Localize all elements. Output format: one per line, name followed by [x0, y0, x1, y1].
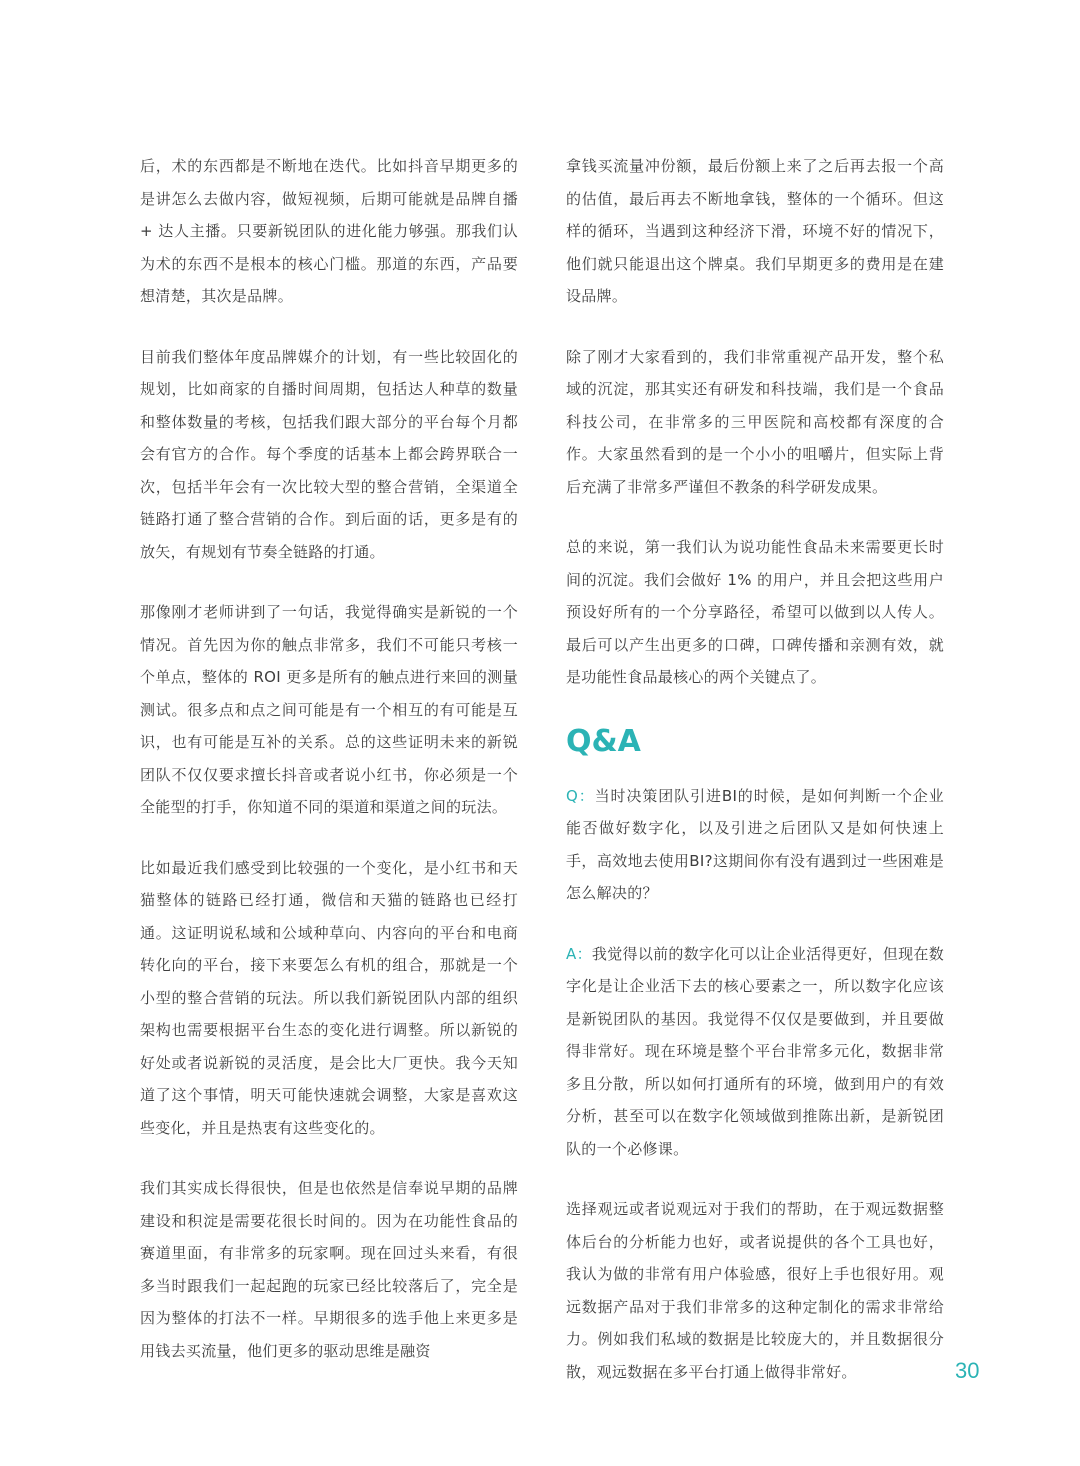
paragraph: 我们其实成长得很快，但是也依然是信奉说早期的品牌建设和积淀是需要花很长时间的。因为在功能性食品的赛道里面，有非常多的玩家啊。现在回过头来看，有很多当时跟我们一起起跑的玩家已经比较落后了，完全是因为整体的打法不一样。早期很多的选手他上来更多是用钱去买流量，他们更多的驱动思维是融资	[140, 1179, 518, 1360]
page-number: 30	[955, 1358, 980, 1383]
left-column	[140, 150, 518, 1395]
paragraph: 除了刚才大家看到的，我们非常重视产品开发，整个私域的沉淀，那其实还有研发和科技端，我们是一个食品科技公司，在非常多的三甲医院和高校都有深度的合作。大家虽然看到的是一个小小的咀嚼片，但实际上背后充满了非常多严谨但不教条的科学研发成果。	[566, 347, 944, 496]
paragraph: 那像刚才老师讲到了一句话，我觉得确实是新锐的一个情况。首先因为你的触点非常多，我们不可能只考核一个单点，整体的 ROI 更多是所有的触点进行来回的测量测试。很多点和点之间可能是有一个相互的有可能是互识，也有可能是互补的关系。总的这些证明未来的新锐团队不仅仅要求擅长抖音或者说小红书，你必须是一个全能型的打手，你知道不同的渠道和渠道之间的玩法。	[140, 603, 518, 816]
question-prefix: Q：	[566, 786, 595, 805]
paragraph: 目前我们整体年度品牌媒介的计划，有一些比较固化的规划，比如商家的自播时间周期，包括达人种草的数量和整体数量的考核，包括我们跟大部分的平台每个月都会有官方的合作。每个季度的话基本上都会跨界联合一次，包括半年会有一次比较大型的整合营销，全渠道全链路打通了整合营销的合作。到后面的话，更多是有的放矢，有规划有节奏全链路的打通。	[140, 347, 518, 561]
paragraph: 选择观远或者说观远对于我们的帮助，在于观远数据整体后台的分析能力也好，或者说提供的各个工具也好，我认为做的非常有用户体验感，很好上手也很好用。观远数据产品对于我们非常多的这种定制化的需求非常给力。例如我们私域的数据是比较庞大的，并且数据很分散，观远数据在多平台打通上做得非常好。	[566, 1200, 944, 1381]
paragraph: 后，术的东西都是不断地在迭代。比如抖音早期更多的是讲怎么去做内容，做短视频，后期可能就是品牌自播 + 达人主播。只要新锐团队的进化能力够强。那我们认为术的东西不是根本的核心门槛。那道的东西，产品要想清楚，其次是品牌。	[140, 157, 518, 305]
answer-text: 我觉得以前的数字化可以让企业活得更好，但现在数字化是让企业活下去的核心要素之一，所以数字化应该是新锐团队的基因。我觉得不仅仅是要做到，并且要做得非常好。现在环境是整个平台非常多元化，数据非常多且分散，所以如何打通所有的环境，做到用户的有效分析，甚至可以在数字化领域做到推陈出新，是新锐团队的一个必修课。	[566, 944, 944, 1158]
paragraph: 比如最近我们感受到比较强的一个变化，是小红书和天猫整体的链路已经打通，微信和天猫的链路也已经打通。这证明说私域和公域种草向、内容向的平台和电商转化向的平台，接下来要怎么有机的组合，那就是一个小型的整合营销的玩法。所以我们新锐团队内部的组织架构也需要根据平台生态的变化进行调整。所以新锐的好处或者说新锐的灵活度，是会比大厂更快。我今天知道了这个事情，明天可能快速就会调整，大家是喜欢这些变化，并且是热衷有这些变化的。	[140, 858, 518, 1137]
answer-paragraph	[566, 938, 944, 1166]
answer-prefix: A：	[566, 944, 592, 963]
question-paragraph	[566, 780, 944, 910]
paragraph: 总的来说，第一我们认为说功能性食品未来需要更长时间的沉淀。我们会做好 1% 的用户，并且会把这些用户预设好所有的一个分享路径，希望可以做到以人传人。最后可以产生出更多的口碑，口碑传播和亲测有效，就是功能性食品最核心的两个关键点了。	[566, 538, 944, 686]
qa-heading: Q&A	[566, 723, 641, 759]
paragraph: 拿钱买流量冲份额，最后份额上来了之后再去报一个高的估值，最后再去不断地拿钱，整体的一个循环。但这样的循环，当遇到这种经济下滑，环境不好的情况下，他们就只能退出这个牌桌。我们早期更多的费用是在建设品牌。	[566, 157, 944, 305]
question-text: 当时决策团队引进BI的时候，是如何判断一个企业能否做好数字化，以及引进之后团队又是如何快速上手，高效地去使用BI?这期间你有没有遇到过一些困难是怎么解决的？	[566, 786, 944, 902]
right-column	[566, 150, 944, 1416]
